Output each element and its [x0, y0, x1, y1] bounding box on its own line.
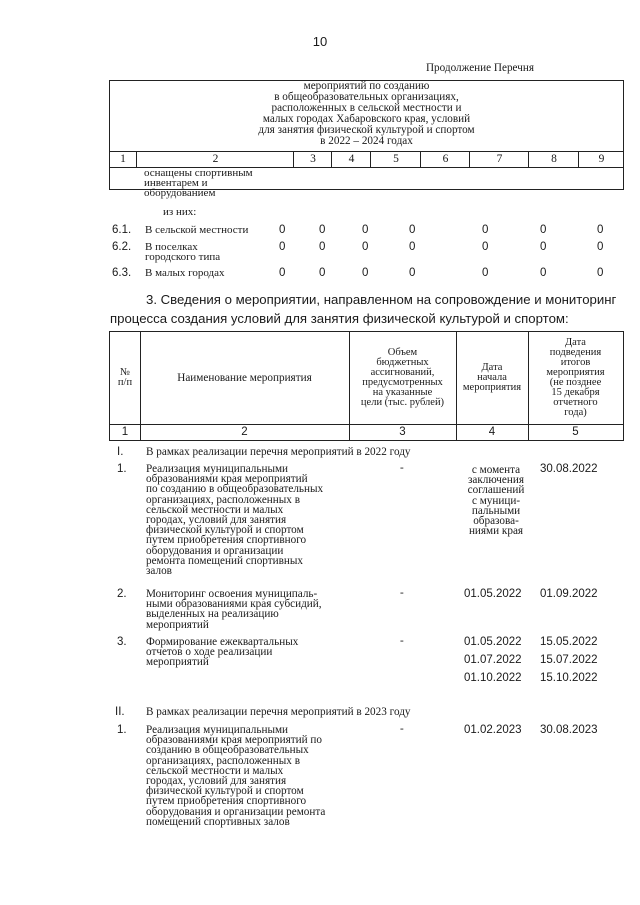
desc-line: сельской местности и малых — [146, 764, 284, 777]
block1-roman: I. — [117, 446, 124, 458]
desc-line: помещений спортивных залов — [146, 815, 290, 828]
desc-line: выделенных на реализацию — [146, 608, 279, 621]
head-line: на указанные — [372, 387, 433, 398]
start-line: заключения — [467, 474, 525, 487]
table1-continuation — [144, 168, 253, 198]
start-line: образова- — [473, 515, 519, 528]
table1-col-number: 2 — [136, 152, 294, 167]
continuation-line: оснащены спортивным — [144, 167, 253, 179]
head-line: Дата — [481, 362, 503, 373]
head-line: п/п — [117, 377, 133, 388]
table1-value: 0 — [319, 267, 326, 279]
desc-line: отчетов о ходе реализации — [146, 646, 273, 659]
item-end: 15.07.2022 — [540, 654, 598, 666]
head-line: Дата — [565, 337, 586, 348]
block1-title: В рамках реализации перечня мероприятий в 2022 году — [146, 446, 411, 458]
row-name-line: В поселках — [145, 241, 198, 253]
table1-col-number: 9 — [578, 152, 624, 167]
desc-line: созданию в общеобразовательных — [146, 744, 309, 757]
table2-col-number: 3 — [399, 426, 406, 438]
item-number: 1. — [117, 724, 127, 736]
desc-line: мероприятий — [146, 656, 209, 669]
table2-head-num — [110, 332, 140, 424]
heading-line: мероприятий по созданию — [303, 80, 430, 92]
head-line: года) — [564, 407, 587, 418]
table1-value: 0 — [319, 224, 326, 236]
item-number: 3. — [117, 636, 127, 648]
desc-line: сельской местности и малых — [146, 503, 284, 516]
table1-value: 0 — [409, 267, 416, 279]
table2-header — [109, 331, 624, 441]
head-line: мероприятия — [462, 382, 522, 393]
item-number: 1. — [117, 463, 127, 475]
table1-col-number: 6 — [420, 152, 470, 167]
start-line: пальными — [471, 504, 521, 517]
desc-line: оборудования и организации ремонта — [146, 805, 326, 818]
desc-line: путем приобретения спортивного — [146, 795, 307, 808]
table1-value: 0 — [597, 224, 604, 236]
table1-value: 0 — [482, 267, 489, 279]
item-end: 15.10.2022 — [540, 672, 598, 684]
item-end: 01.09.2022 — [540, 588, 598, 600]
table1-value: 0 — [409, 224, 416, 236]
table1-value: 0 — [362, 267, 369, 279]
desc-line: физической культурой и спортом — [146, 524, 304, 537]
table1-header-row — [109, 151, 624, 168]
desc-line: образованиями края мероприятий по — [146, 734, 323, 747]
desc-line: мероприятий — [146, 618, 209, 631]
desc-line: путем приобретения спортивного — [146, 534, 307, 547]
item-description — [146, 637, 298, 668]
start-line: с момента — [471, 464, 521, 476]
table1-value: 0 — [482, 224, 489, 236]
section3-heading — [110, 290, 630, 328]
item-budget: - — [400, 587, 404, 599]
item-start: 01.05.2022 — [464, 636, 522, 648]
item-description — [146, 725, 325, 827]
heading-line: в общеобразовательных организациях, — [274, 91, 459, 103]
block2-roman: II. — [115, 706, 125, 718]
desc-line: городах, условий для занятия — [146, 775, 287, 788]
head-line: мероприятия — [546, 367, 605, 378]
table1-row-number: 6.3. — [112, 267, 132, 279]
table1-col-number: 1 — [120, 153, 126, 165]
table1-value: 0 — [279, 224, 286, 236]
table2-col-number: 5 — [572, 426, 579, 438]
item-description — [146, 464, 323, 576]
item-end: 30.08.2023 — [540, 724, 598, 736]
desc-line: Реализация муниципальными — [146, 463, 289, 475]
table2-head-start — [456, 332, 528, 424]
head-line: отчетного — [553, 397, 598, 408]
desc-line: Формирование ежеквартальных — [146, 636, 299, 648]
table1-value: 0 — [540, 267, 547, 279]
head-line: предусмотренных — [362, 377, 443, 388]
table1-col-number: 4 — [331, 152, 371, 167]
item-budget: - — [400, 462, 404, 474]
table1-value: 0 — [482, 241, 489, 253]
desc-line: Реализация муниципальными — [146, 724, 289, 736]
table1-value: 0 — [319, 241, 326, 253]
section3-line: 3. Сведения о мероприятии, направленном на сопровождение и мониторинг — [146, 292, 617, 307]
table1-value: 0 — [597, 241, 604, 253]
desc-line: ными образованиями края субсидий, — [146, 598, 322, 611]
item-start: 01.05.2022 — [464, 588, 522, 600]
table1-value: 0 — [279, 267, 286, 279]
table1-col-number: 7 — [469, 152, 529, 167]
desc-line: оборудования и организации — [146, 544, 284, 557]
head-line: подведения — [549, 347, 602, 358]
table2-head-budget — [349, 332, 456, 424]
head-line: цели (тыс. рублей) — [360, 397, 445, 408]
table2-col-number: 1 — [121, 426, 129, 438]
table1-iz-nih: из них: — [163, 206, 197, 218]
head-line: Объем — [387, 347, 418, 358]
table1-value: 0 — [540, 241, 547, 253]
head-line: начала — [477, 372, 507, 383]
table1-value: 0 — [540, 224, 547, 236]
page-number: 10 — [312, 34, 328, 49]
item-start: 01.07.2022 — [464, 654, 522, 666]
head-line: итогов — [560, 357, 591, 368]
head-line: № — [119, 367, 131, 378]
table2-head-end — [528, 332, 623, 424]
continuation-line: инвентарем и — [144, 177, 208, 189]
block2-title: В рамках реализации перечня мероприятий в 2023 году — [146, 706, 411, 718]
table2-col-number: 4 — [488, 426, 496, 438]
row-name-line: городского типа — [145, 251, 221, 263]
table1-col-number: 8 — [528, 152, 579, 167]
item-start — [455, 465, 537, 536]
item-start: 01.10.2022 — [464, 672, 522, 684]
desc-line: городах, условий для занятия — [146, 514, 287, 527]
desc-line: залов — [146, 565, 172, 578]
table1-col-number: 5 — [370, 152, 421, 167]
start-line: ниями края — [468, 525, 524, 538]
heading-line: малых городах Хабаровского края, условий — [262, 113, 471, 125]
desc-line: физической культурой и спортом — [146, 785, 304, 798]
table1-col-number: 3 — [293, 152, 332, 167]
table1-row-name: В сельской местности — [145, 224, 249, 236]
item-budget: - — [400, 635, 404, 647]
item-start: 01.02.2023 — [464, 724, 522, 736]
start-line: соглашений — [467, 484, 525, 497]
desc-line: Мониторинг освоения муниципаль- — [146, 588, 318, 600]
table1-row-number: 6.1. — [112, 224, 132, 236]
table1-row-number: 6.2. — [112, 241, 132, 253]
table1-value: 0 — [409, 241, 416, 253]
desc-line: организациях, расположенных в — [146, 493, 300, 506]
item-description — [146, 589, 322, 630]
item-end: 15.05.2022 — [540, 636, 598, 648]
head-line: бюджетных — [376, 357, 429, 368]
head-line: (не позднее — [549, 377, 602, 388]
desc-line: по созданию в общеобразовательных — [146, 483, 324, 496]
start-line: с муници- — [471, 494, 521, 507]
table1-value: 0 — [362, 224, 369, 236]
table1-value: 0 — [279, 241, 286, 253]
item-budget: - — [400, 723, 404, 735]
head-line: Наименование мероприятия — [177, 372, 312, 384]
desc-line: образованиями края мероприятий — [146, 473, 308, 486]
desc-line: ремонта помещений спортивных — [146, 554, 304, 567]
heading-line: в 2022 – 2024 годах — [320, 135, 413, 147]
table2-head-name — [140, 332, 349, 424]
continuation-line: оборудованием — [144, 187, 216, 199]
item-number: 2. — [117, 588, 127, 600]
item-end: 30.08.2022 — [540, 463, 598, 475]
table1-value: 0 — [597, 267, 604, 279]
heading-line: для занятия физической культурой и спортом — [258, 124, 475, 136]
heading-title: Продолжение Перечня — [425, 62, 535, 74]
table1-value: 0 — [362, 241, 369, 253]
table1-row-name: В малых городах — [145, 267, 225, 279]
head-line: ассигнований, — [370, 367, 435, 378]
heading-line: расположенных в сельской местности и — [271, 102, 462, 114]
desc-line: организациях, расположенных в — [146, 754, 300, 767]
table2-col-number: 2 — [241, 426, 248, 438]
head-line: 15 декабря — [551, 387, 600, 398]
section3-line: процесса создания условий для занятия физической культурой и спортом: — [110, 311, 569, 326]
table1-row-name — [145, 242, 220, 262]
